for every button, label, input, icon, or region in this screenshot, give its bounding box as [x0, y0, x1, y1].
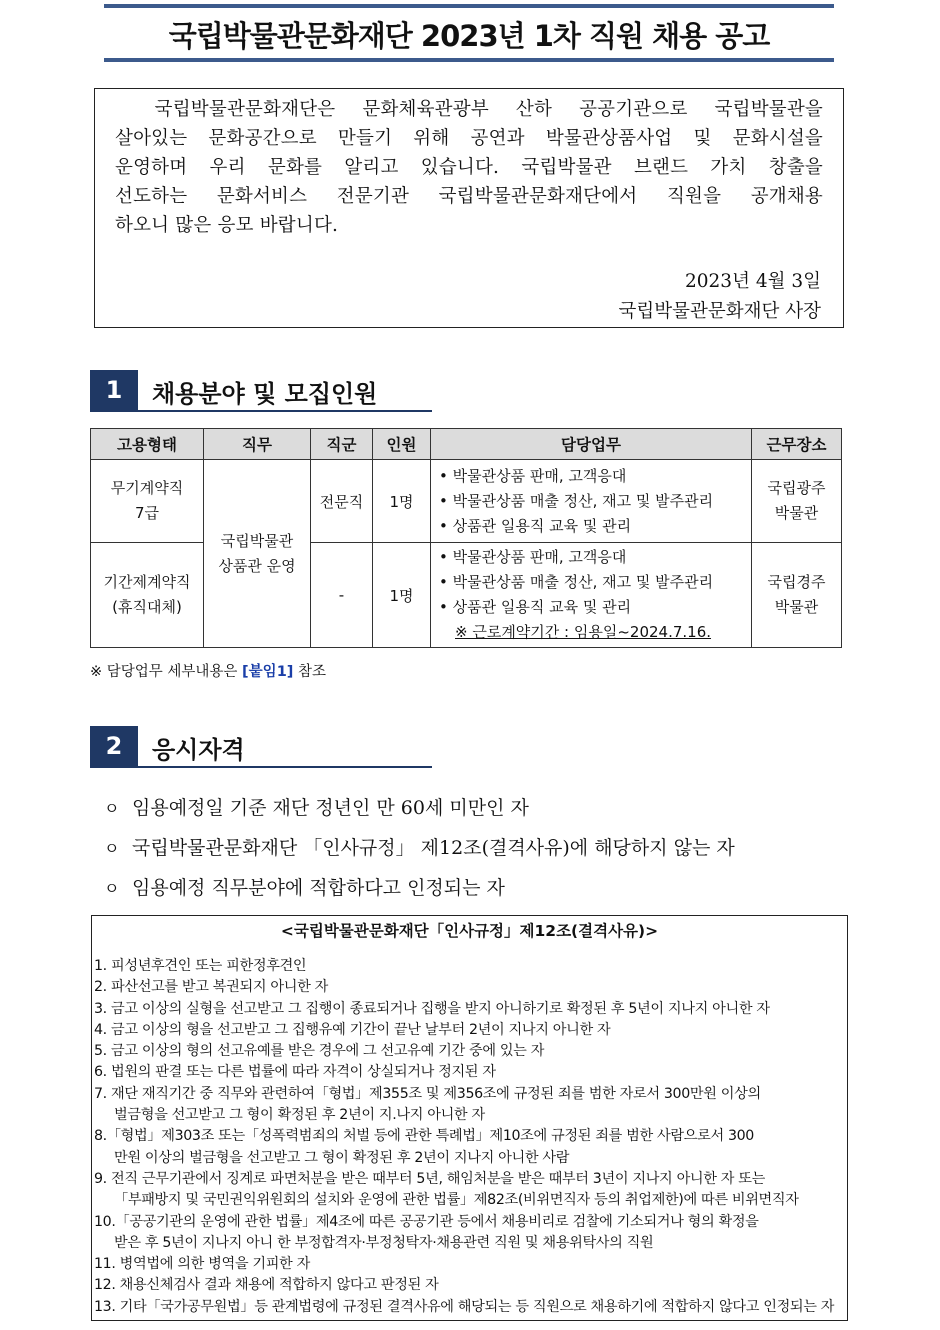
qualification-text: 임용예정일 기준 재단 정년인 만 60세 미만인 자	[132, 797, 529, 819]
duty-item: • 상품관 일용직 교육 및 관리	[439, 598, 632, 616]
cell-line: 7급	[134, 504, 160, 522]
intro-line: 선도하는 문화서비스 전문기관 국립박물관문화재단에서 직원을 공개채용	[115, 186, 823, 207]
footnote-text: 참조	[293, 664, 327, 680]
cell-line: 상품관 운영	[218, 556, 296, 575]
duty-item: • 박물관상품 판매, 고객응대	[439, 466, 627, 485]
list-item: 12. 채용신체검사 결과 채용에 적합하지 않다고 판정된 자	[94, 1277, 439, 1294]
list-item	[104, 792, 834, 832]
headcount: 1명	[373, 460, 431, 543]
cell-line: 기간제계약직	[103, 573, 191, 591]
cell-line: 박물관	[774, 504, 819, 522]
list-item: 10.「공공기관의 운영에 관한 법률」제4조에 따른 공공기관 등에서 채용비리로 검찰에 기소되거나 형의 확정을	[94, 1213, 759, 1230]
list-item: 6. 법원의 판결 또는 다른 법률에 따라 자격이 상실되거나 정지된 자	[94, 1064, 496, 1081]
title-rule-top	[104, 4, 834, 8]
list-item	[104, 872, 834, 912]
section-underline	[138, 766, 432, 768]
footnote-text: ※ 담당업무 세부내용은	[90, 664, 243, 680]
header-location: 근무장소	[752, 429, 842, 460]
intro-box	[94, 88, 844, 328]
header-count: 인원	[373, 429, 431, 460]
section-number: 1	[90, 370, 138, 410]
header-group: 직군	[311, 429, 373, 460]
intro-line: 하오니 많은 응모 바랍니다.	[115, 215, 339, 236]
cell-line: 박물관	[774, 598, 819, 616]
cell-line: (휴직대체)	[112, 598, 182, 616]
signature: 국립박물관문화재단 사장	[618, 301, 821, 322]
job-group: -	[311, 543, 373, 648]
table-row	[91, 543, 842, 648]
qualification-text: 임용예정 직무분야에 적합하다고 인정되는 자	[132, 877, 505, 899]
list-item: 4. 금고 이상의 형을 선고받고 그 집행유예 기간이 끝난 날부터 2년이 지나지 아니한 자	[94, 1021, 611, 1038]
duties-footnote	[90, 660, 326, 681]
list-item: 13. 기타「국가공무원법」등 관계법령에 규정된 결격사유에 해당되는 등 직원으로 채용하기에 적합하지 않다고 인정되는 자	[94, 1298, 835, 1315]
section-title: 응시자격	[152, 736, 245, 764]
list-item: 9. 전직 근무기관에서 징계로 파면처분을 받은 때부터 5년, 해임처분을 받은 때부터 3년이 지나지 아니한 자 또는	[94, 1170, 766, 1187]
work-location	[752, 460, 842, 543]
duty-item: • 박물관상품 판매, 고객응대	[439, 548, 627, 566]
section-2-header	[90, 726, 432, 768]
duties	[431, 543, 752, 648]
header-job: 직무	[204, 429, 311, 460]
job-group: 전문직	[311, 460, 373, 543]
duty-item: • 박물관상품 매출 정산, 재고 및 발주관리	[439, 573, 714, 591]
list-item: 1. 피성년후견인 또는 피한정후견인	[94, 958, 307, 974]
list-item-continuation: 받은 후 5년이 지나지 아니 한 부정합격자·부정청탁자·채용관련 직원 및 채용위탁사의 직원	[114, 1234, 654, 1251]
duties	[431, 460, 752, 543]
intro-line: 국립박물관문화재단은 문화체육관광부 산하 공공기관으로 국립박물관을	[115, 99, 823, 120]
section-underline-left	[90, 766, 138, 768]
duty-item: • 박물관상품 매출 정산, 재고 및 발주관리	[439, 491, 714, 510]
contract-period-note: ※ 근로계약기간 : 임용일~2024.7.16.	[455, 623, 712, 641]
employment-type	[91, 543, 204, 648]
list-item: 3. 금고 이상의 실형을 선고받고 그 집행이 종료되거나 집행을 받지 아니하기로 확정된 후 5년이 지나지 아니한 자	[94, 1000, 770, 1017]
list-item	[104, 832, 834, 872]
section-underline	[138, 410, 432, 412]
list-item-continuation: 벌금형을 선고받고 그 형이 확정된 후 2년이 지.나지 아니한 자	[114, 1107, 485, 1124]
section-title: 채용분야 및 모집인원	[152, 380, 378, 408]
section-1-header	[90, 370, 432, 412]
list-item-continuation: 만원 이상의 벌금형을 선고받고 그 형이 확정된 후 2년이 지나지 아니한 사람	[114, 1149, 570, 1166]
positions-table	[90, 428, 842, 648]
title-banner	[104, 4, 834, 60]
section-number: 2	[90, 726, 138, 766]
list-item: 2. 파산선고를 받고 복권되지 아니한 자	[94, 979, 328, 996]
duty-item: • 상품관 일용직 교육 및 관리	[439, 516, 632, 535]
list-item-continuation: 「부패방지 및 국민권익위원회의 설치와 운영에 관한 법률」제82조(비위면직자 등의 취업제한)에 따른 비위면직자	[114, 1192, 799, 1209]
disqualification-list	[94, 956, 846, 1318]
intro-line: 살아있는 문화공간으로 만들기 위해 공연과 박물관상품사업 및 문화시설을	[115, 128, 823, 149]
disqualification-title: <국립박물관문화재단「인사규정」제12조(결격사유)>	[280, 922, 659, 940]
intro-line: 운영하며 우리 문화를 알리고 있습니다. 국립박물관 브랜드 가치 창출을	[115, 157, 823, 178]
section-underline-left	[90, 410, 138, 412]
header-duties: 담당업무	[431, 429, 752, 460]
header-employment-type: 고용형태	[91, 429, 204, 460]
work-location	[752, 543, 842, 648]
list-item: 7. 재단 재직기간 중 직무와 관련하여「형법」제355조 및 제356조에 규정된 죄를 범한 자로서 300만원 이상의	[94, 1085, 761, 1102]
attachment-ref: [붙임1]	[242, 664, 294, 680]
qualification-text: 국립박물관문화재단 「인사규정」 제12조(결격사유)에 해당하지 않는 자	[132, 837, 735, 859]
bullet-marker: ㅇ	[104, 839, 120, 858]
job-title	[204, 460, 311, 648]
announcement-date: 2023년 4월 3일	[685, 271, 821, 292]
disqualification-box	[91, 915, 848, 1321]
cell-line: 국립경주	[767, 573, 826, 591]
bullet-marker: ㅇ	[104, 879, 120, 898]
table-row	[91, 460, 842, 543]
headcount: 1명	[373, 543, 431, 648]
cell-line: 무기계약직	[110, 479, 184, 497]
list-item: 5. 금고 이상의 형의 선고유예를 받은 경우에 그 선고유예 기간 중에 있는 자	[94, 1043, 545, 1060]
list-item: 8.「형법」제303조 또는「성폭력범죄의 처벌 등에 관한 특례법」제10조에 규정된 죄를 범한 사람으로서 300	[94, 1128, 754, 1145]
page-title: 국립박물관문화재단 2023년 1차 직원 채용 공고	[168, 19, 770, 53]
intro-paragraph	[115, 95, 823, 240]
title-rule-bottom	[104, 58, 834, 62]
cell-line: 국립광주	[767, 479, 826, 497]
qualifications-list	[104, 792, 834, 912]
employment-type	[91, 460, 204, 543]
table-header-row	[91, 429, 842, 460]
bullet-marker: ㅇ	[104, 799, 120, 818]
cell-line: 국립박물관	[220, 531, 294, 550]
list-item: 11. 병역법에 의한 병역을 기피한 자	[94, 1256, 310, 1273]
